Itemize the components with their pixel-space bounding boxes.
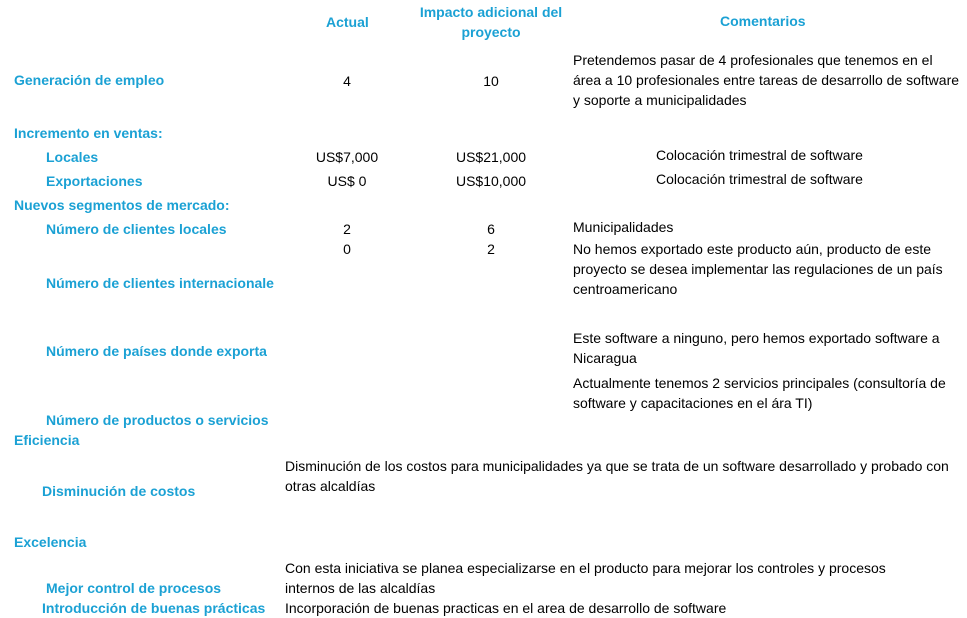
row-label-productos: Número de productos o servicios <box>46 412 269 428</box>
cell-comentario-productos: Actualmente tenemos 2 servicios principales (consultoría de software y capacitaciones en el ára TI) <box>573 375 946 411</box>
row-label-locales: Locales <box>46 149 99 165</box>
cell-comentario-locales: Colocación trimestral de software <box>656 147 863 163</box>
cell-impacto-clientes-locales: 6 <box>487 221 495 237</box>
row-label-exportaciones: Exportaciones <box>46 173 143 189</box>
cell-impacto-exportaciones: US$10,000 <box>455 173 527 189</box>
cell-comentario-clientes-locales: Municipalidades <box>573 219 674 235</box>
cell-impacto-locales: US$21,000 <box>455 149 527 165</box>
cell-impacto-clientes-int: 2 <box>487 241 495 257</box>
cell-comentario-clientes-int: No hemos exportado este producto aún, producto de este proyecto se desea implementar las regulaciones de un país centroamericano <box>573 241 943 297</box>
cell-comentario-practicas: Incorporación de buenas practicas en el area de desarrollo de software <box>285 600 727 616</box>
cell-actual-empleo: 4 <box>343 73 351 89</box>
cell-actual-exportaciones: US$ 0 <box>327 173 367 189</box>
row-label-clientes-locales: Número de clientes locales <box>46 221 227 237</box>
cell-comentario-costos: Disminución de los costos para municipalidades ya que se trata de un software desarrollado y probado con otras alcaldías <box>285 458 949 494</box>
row-label-practicas: Introducción de buenas prácticas <box>42 600 266 616</box>
cell-comentario-exportaciones: Colocación trimestral de software <box>656 171 863 187</box>
header-comentarios: Comentarios <box>720 13 806 29</box>
header-actual: Actual <box>326 14 369 30</box>
cell-actual-locales: US$7,000 <box>315 149 379 165</box>
row-label-procesos: Mejor control de procesos <box>46 580 222 596</box>
cell-comentario-empleo: Pretendemos pasar de 4 profesionales que tenemos en el área a 10 profesionales entre tareas de desarrollo de software y soporte a municipalidades <box>573 52 960 108</box>
row-label-clientes-int: Número de clientes internacionale <box>46 275 274 291</box>
cell-comentario-procesos: Con esta iniciativa se planea especializarse en el producto para mejorar los controles y procesos internos de las alcaldías <box>285 560 886 596</box>
cell-actual-clientes-int: 0 <box>343 241 351 257</box>
row-label-eficiencia: Eficiencia <box>14 432 80 448</box>
cell-impacto-empleo: 10 <box>483 73 499 89</box>
row-label-empleo: Generación de empleo <box>14 72 165 88</box>
row-label-costos: Disminución de costos <box>42 483 196 499</box>
row-label-segmentos: Nuevos segmentos de mercado: <box>14 197 230 213</box>
row-label-ventas: Incremento en ventas: <box>14 125 163 141</box>
row-label-excelencia: Excelencia <box>14 534 87 550</box>
cell-actual-clientes-locales: 2 <box>343 221 351 237</box>
row-label-paises: Número de países donde exporta <box>46 343 267 359</box>
header-impacto: Impacto adicional del proyecto <box>419 4 563 40</box>
cell-comentario-paises: Este software a ninguno, pero hemos exportado software a Nicaragua <box>573 330 940 366</box>
